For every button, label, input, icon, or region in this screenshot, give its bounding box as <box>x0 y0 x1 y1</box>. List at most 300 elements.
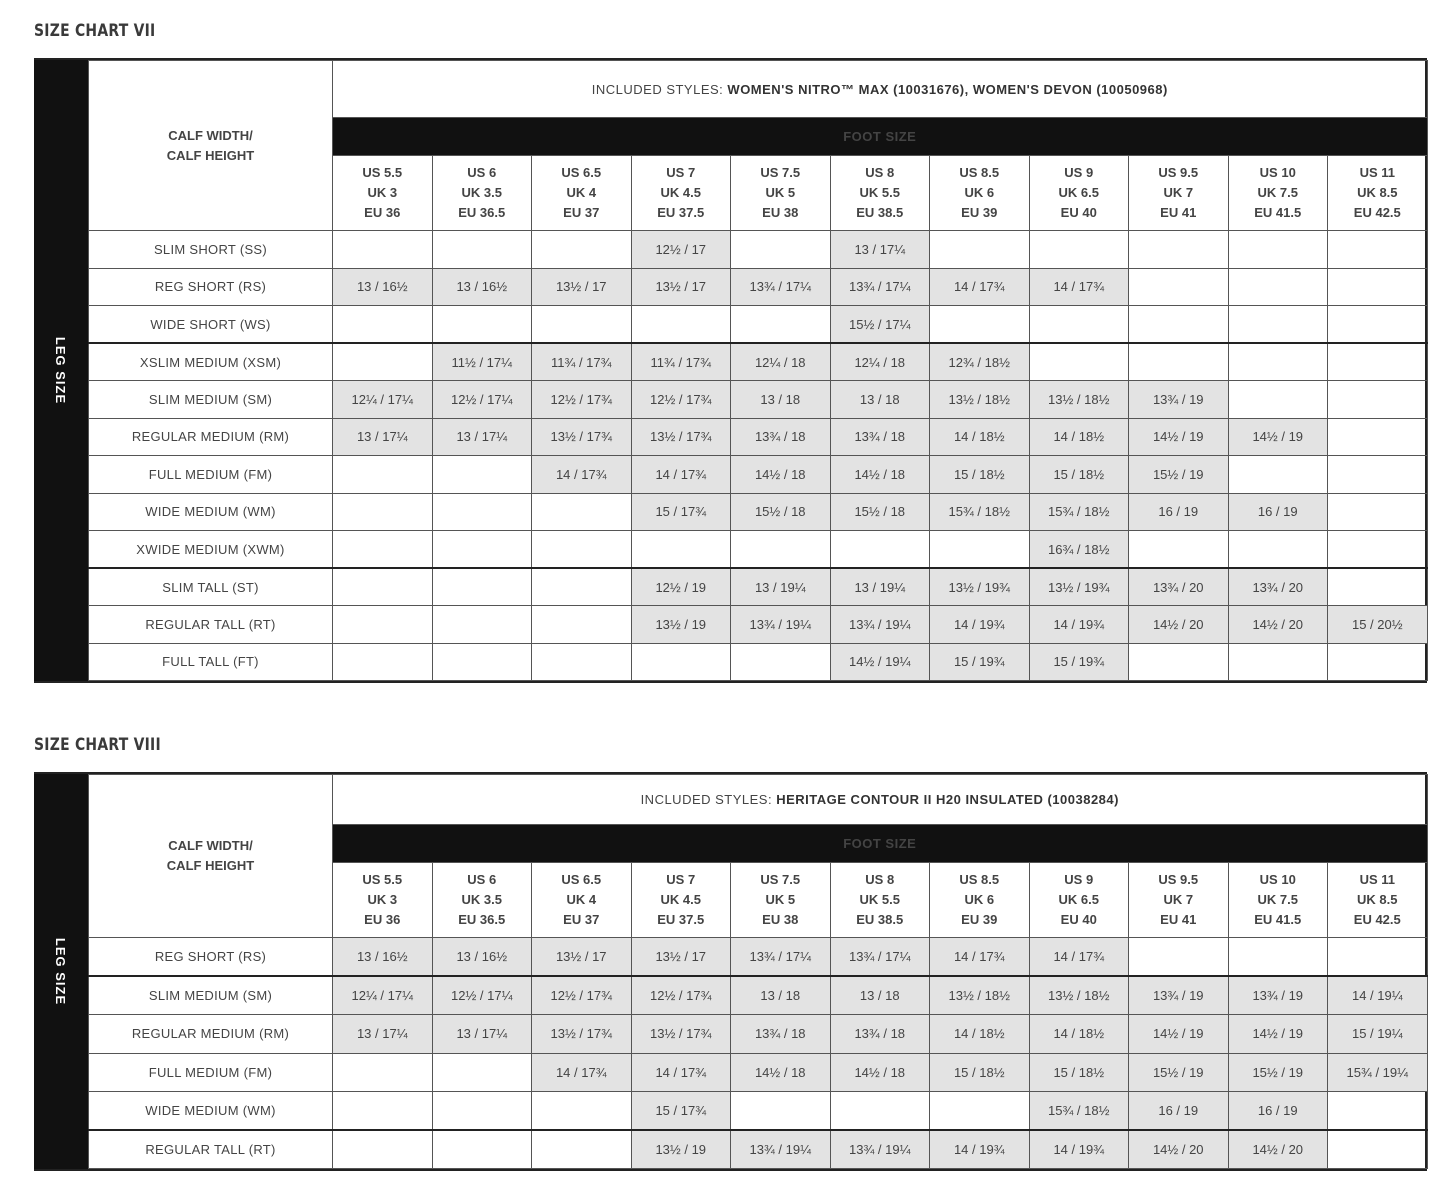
empty-cell <box>830 531 930 569</box>
size-cell: 12½ / 17¾ <box>532 976 632 1015</box>
size-cell: 16 / 19 <box>1228 1092 1328 1131</box>
size-cell: 15 / 18½ <box>930 1053 1030 1092</box>
empty-cell <box>631 531 731 569</box>
empty-cell <box>1328 531 1428 569</box>
size-cell: 13¾ / 20 <box>1129 568 1229 606</box>
leg-size-label: WIDE MEDIUM (WM) <box>89 493 333 531</box>
size-line: EU 41 <box>1160 205 1197 220</box>
empty-cell <box>1328 1092 1428 1131</box>
empty-cell <box>1228 938 1328 977</box>
size-column-header <box>333 156 433 231</box>
size-line: EU 39 <box>961 912 998 927</box>
empty-cell <box>1328 456 1428 494</box>
empty-cell <box>1328 1130 1428 1169</box>
leg-size-label: XWIDE MEDIUM (XWM) <box>89 531 333 569</box>
size-line: US 11 <box>1359 165 1395 180</box>
size-cell: 14 / 18½ <box>930 418 1030 456</box>
size-cell: 12½ / 17¾ <box>532 381 632 419</box>
size-cell: 13 / 18 <box>731 381 831 419</box>
styles-header-row <box>89 61 1428 118</box>
empty-cell <box>333 493 433 531</box>
calf-width-height-header <box>89 775 333 938</box>
empty-cell <box>1328 418 1428 456</box>
size-column-header <box>333 863 433 938</box>
size-cell: 15 / 19¼ <box>1328 1015 1428 1054</box>
size-cell: 14½ / 20 <box>1129 606 1229 644</box>
empty-cell <box>432 1092 532 1131</box>
size-cell: 13¾ / 19 <box>1129 976 1229 1015</box>
calf-header-line: CALF WIDTH/ <box>168 127 253 143</box>
size-cell: 13¾ / 19 <box>1129 381 1229 419</box>
leg-size-label: FULL TALL (FT) <box>89 643 333 681</box>
leg-size-bar <box>34 60 88 681</box>
size-line: US 9 <box>1064 165 1094 180</box>
leg-size-label: REGULAR TALL (RT) <box>89 606 333 644</box>
leg-size-label: SLIM MEDIUM (SM) <box>89 381 333 419</box>
size-cell: 13 / 17¼ <box>333 418 433 456</box>
size-line: UK 4.5 <box>660 185 701 200</box>
size-cell: 13 / 16½ <box>333 268 433 306</box>
size-line: EU 41.5 <box>1254 205 1302 220</box>
included-styles-names: WOMEN'S NITRO™ MAX (10031676), WOMEN'S DEVON (10050968) <box>727 81 1168 97</box>
size-column-header <box>731 156 831 231</box>
size-cell: 14 / 17¾ <box>1029 268 1129 306</box>
size-cell: 12½ / 17¼ <box>432 976 532 1015</box>
size-cell: 15¾ / 18½ <box>930 493 1030 531</box>
size-column-header <box>1228 156 1328 231</box>
foot-size-header: FOOT SIZE <box>333 118 1428 156</box>
empty-cell <box>1328 938 1428 977</box>
size-line: UK 6 <box>964 892 995 907</box>
empty-cell <box>1029 306 1129 344</box>
chart-title: SIZE CHART VIII <box>34 735 161 755</box>
size-cell: 13¾ / 17¼ <box>731 268 831 306</box>
size-cell: 13 / 19¼ <box>731 568 831 606</box>
size-line: EU 37 <box>563 205 600 220</box>
empty-cell <box>1228 231 1328 269</box>
table-row <box>89 493 1428 531</box>
size-cell: 13 / 17¼ <box>432 418 532 456</box>
empty-cell <box>1228 531 1328 569</box>
foot-size-header: FOOT SIZE <box>333 825 1428 863</box>
size-line: US 6.5 <box>561 165 602 180</box>
size-line: EU 36.5 <box>458 205 506 220</box>
size-line: US 5.5 <box>362 872 403 887</box>
empty-cell <box>532 606 632 644</box>
leg-size-label: REGULAR MEDIUM (RM) <box>89 1015 333 1054</box>
size-cell: 12¼ / 18 <box>830 343 930 381</box>
size-line: EU 38.5 <box>856 205 904 220</box>
empty-cell <box>532 306 632 344</box>
leg-size-label: SLIM TALL (ST) <box>89 568 333 606</box>
empty-cell <box>432 493 532 531</box>
size-cell: 14 / 19¾ <box>1029 1130 1129 1169</box>
leg-size-label: FULL MEDIUM (FM) <box>89 1053 333 1092</box>
size-cell: 14 / 19¾ <box>1029 606 1129 644</box>
empty-cell <box>1129 231 1229 269</box>
table-row <box>89 306 1428 344</box>
table-row <box>89 976 1428 1015</box>
size-cell: 13½ / 19¾ <box>930 568 1030 606</box>
empty-cell <box>1328 643 1428 681</box>
size-line: EU 38.5 <box>856 912 904 927</box>
leg-size-label: LEG SIZE <box>53 336 69 405</box>
size-cell: 16 / 19 <box>1129 1092 1229 1131</box>
size-cell: 15½ / 17¼ <box>830 306 930 344</box>
size-cell: 14 / 17¾ <box>930 268 1030 306</box>
size-cell: 13½ / 19 <box>631 1130 731 1169</box>
empty-cell <box>532 231 632 269</box>
size-cell: 14½ / 20 <box>1228 1130 1328 1169</box>
size-cell: 12¾ / 18½ <box>930 343 1030 381</box>
size-cell: 13¾ / 18 <box>830 1015 930 1054</box>
size-cell: 14 / 19¾ <box>930 1130 1030 1169</box>
size-cell: 11¾ / 17¾ <box>532 343 632 381</box>
size-cell: 15¾ / 19¼ <box>1328 1053 1428 1092</box>
size-cell: 13 / 19¼ <box>830 568 930 606</box>
included-styles <box>333 61 1428 118</box>
size-line: UK 3.5 <box>461 892 502 907</box>
size-cell: 13¾ / 17¼ <box>830 938 930 977</box>
size-cell: 14½ / 19 <box>1129 1015 1229 1054</box>
size-line: UK 5 <box>765 185 796 200</box>
size-cell: 11½ / 17¼ <box>432 343 532 381</box>
table-row <box>89 1053 1428 1092</box>
size-column-header <box>432 156 532 231</box>
size-line: EU 37.5 <box>657 205 705 220</box>
size-cell: 14 / 18½ <box>1029 1015 1129 1054</box>
size-line: EU 36.5 <box>458 912 506 927</box>
empty-cell <box>731 531 831 569</box>
size-cell: 14 / 18½ <box>1029 418 1129 456</box>
chart-frame <box>34 772 1427 1171</box>
empty-cell <box>333 531 433 569</box>
size-cell: 15½ / 19 <box>1129 456 1229 494</box>
size-cell: 13¾ / 20 <box>1228 568 1328 606</box>
size-cell: 13¾ / 19¼ <box>830 1130 930 1169</box>
empty-cell <box>1328 493 1428 531</box>
size-cell: 15 / 18½ <box>930 456 1030 494</box>
empty-cell <box>930 231 1030 269</box>
empty-cell <box>532 643 632 681</box>
size-cell: 13 / 16½ <box>333 938 433 977</box>
size-cell: 13½ / 17 <box>631 938 731 977</box>
leg-size-label: REGULAR MEDIUM (RM) <box>89 418 333 456</box>
size-line: US 11 <box>1359 872 1395 887</box>
empty-cell <box>1029 343 1129 381</box>
empty-cell <box>731 231 831 269</box>
size-column-header <box>1129 156 1229 231</box>
styles-header-row <box>89 775 1428 825</box>
size-cell: 14½ / 18 <box>830 456 930 494</box>
size-line: EU 38 <box>762 912 799 927</box>
size-cell: 13 / 17¼ <box>333 1015 433 1054</box>
empty-cell <box>731 306 831 344</box>
size-line: EU 40 <box>1060 205 1097 220</box>
size-line: EU 41 <box>1160 912 1197 927</box>
size-cell: 13¾ / 18 <box>731 1015 831 1054</box>
size-cell: 14 / 17¾ <box>930 938 1030 977</box>
empty-cell <box>731 1092 831 1131</box>
size-column-header <box>830 156 930 231</box>
empty-cell <box>930 1092 1030 1131</box>
calf-width-height-header <box>89 61 333 231</box>
size-cell: 15 / 18½ <box>1029 1053 1129 1092</box>
size-table <box>88 60 1428 681</box>
size-line: US 10 <box>1259 165 1296 180</box>
table-row <box>89 1015 1428 1054</box>
size-cell: 13½ / 17¾ <box>532 1015 632 1054</box>
empty-cell <box>333 1053 433 1092</box>
size-cell: 13 / 17¼ <box>432 1015 532 1054</box>
size-cell: 14½ / 19 <box>1129 418 1229 456</box>
size-cell: 15 / 18½ <box>1029 456 1129 494</box>
size-cell: 13½ / 17¾ <box>631 418 731 456</box>
size-cell: 13¾ / 17¼ <box>731 938 831 977</box>
empty-cell <box>1328 343 1428 381</box>
empty-cell <box>333 306 433 344</box>
size-cell: 12½ / 17¼ <box>432 381 532 419</box>
leg-size-label: SLIM SHORT (SS) <box>89 231 333 269</box>
size-cell: 15 / 19¾ <box>930 643 1030 681</box>
size-cell: 12¼ / 17¼ <box>333 381 433 419</box>
leg-size-label: REG SHORT (RS) <box>89 938 333 977</box>
chart-frame <box>34 58 1427 683</box>
size-line: UK 6.5 <box>1058 892 1099 907</box>
calf-header-line: CALF HEIGHT <box>166 858 255 873</box>
empty-cell <box>1228 381 1328 419</box>
empty-cell <box>930 531 1030 569</box>
size-line: US 9 <box>1064 872 1094 887</box>
size-line: EU 41.5 <box>1254 912 1302 927</box>
size-cell: 12½ / 19 <box>631 568 731 606</box>
size-cell: 13¾ / 17¼ <box>830 268 930 306</box>
size-cell: 13½ / 17¾ <box>631 1015 731 1054</box>
size-cell: 14 / 19¼ <box>1328 976 1428 1015</box>
empty-cell <box>1328 568 1428 606</box>
size-line: US 9.5 <box>1158 872 1199 887</box>
size-column-header <box>930 863 1030 938</box>
table-row <box>89 1092 1428 1131</box>
size-line: UK 6.5 <box>1058 185 1099 200</box>
size-cell: 14 / 17¾ <box>1029 938 1129 977</box>
size-line: EU 37.5 <box>657 912 705 927</box>
size-cell: 15¾ / 18½ <box>1029 493 1129 531</box>
empty-cell <box>1328 306 1428 344</box>
size-cell: 13 / 18 <box>830 976 930 1015</box>
size-cell: 13 / 18 <box>731 976 831 1015</box>
size-line: US 8.5 <box>959 872 1000 887</box>
empty-cell <box>432 568 532 606</box>
size-cell: 15 / 19¾ <box>1029 643 1129 681</box>
size-line: UK 7 <box>1163 185 1194 200</box>
size-cell: 13½ / 18½ <box>930 976 1030 1015</box>
size-line: US 7 <box>666 165 696 180</box>
empty-cell <box>333 606 433 644</box>
size-cell: 16¾ / 18½ <box>1029 531 1129 569</box>
empty-cell <box>532 493 632 531</box>
size-cell: 13¾ / 19¼ <box>830 606 930 644</box>
included-styles <box>333 775 1428 825</box>
empty-cell <box>333 643 433 681</box>
size-line: US 9.5 <box>1158 165 1199 180</box>
size-column-header <box>432 863 532 938</box>
table-row <box>89 418 1428 456</box>
size-cell: 14 / 17¾ <box>631 1053 731 1092</box>
empty-cell <box>1129 643 1229 681</box>
size-cell: 14 / 17¾ <box>532 456 632 494</box>
size-line: EU 36 <box>364 205 401 220</box>
size-cell: 16 / 19 <box>1228 493 1328 531</box>
leg-size-label: FULL MEDIUM (FM) <box>89 456 333 494</box>
empty-cell <box>1328 381 1428 419</box>
size-column-header <box>532 863 632 938</box>
size-cell: 15½ / 19 <box>1228 1053 1328 1092</box>
empty-cell <box>631 306 731 344</box>
size-cell: 13½ / 17 <box>631 268 731 306</box>
size-cell: 13 / 18 <box>830 381 930 419</box>
size-column-header <box>1328 863 1428 938</box>
leg-size-label: SLIM MEDIUM (SM) <box>89 976 333 1015</box>
included-styles-prefix: INCLUDED STYLES: <box>640 792 773 807</box>
empty-cell <box>532 1130 632 1169</box>
size-table <box>88 774 1428 1169</box>
size-cell: 13¾ / 18 <box>731 418 831 456</box>
size-cell: 13 / 17¼ <box>830 231 930 269</box>
table-row <box>89 531 1428 569</box>
size-line: EU 42.5 <box>1353 205 1401 220</box>
empty-cell <box>1228 643 1328 681</box>
size-line: EU 36 <box>364 912 401 927</box>
size-cell: 11¾ / 17¾ <box>631 343 731 381</box>
empty-cell <box>631 643 731 681</box>
size-cell: 15½ / 18 <box>830 493 930 531</box>
size-chart-vii <box>34 18 1427 683</box>
empty-cell <box>333 568 433 606</box>
size-cell: 14 / 19¾ <box>930 606 1030 644</box>
calf-header-line: CALF WIDTH/ <box>168 838 253 853</box>
empty-cell <box>1328 268 1428 306</box>
size-line: UK 5.5 <box>859 185 900 200</box>
empty-cell <box>532 568 632 606</box>
empty-cell <box>333 1130 433 1169</box>
size-line: UK 3.5 <box>461 185 502 200</box>
size-cell: 13¾ / 18 <box>830 418 930 456</box>
empty-cell <box>930 306 1030 344</box>
size-chart-viii <box>34 732 1427 1171</box>
empty-cell <box>1129 343 1229 381</box>
size-line: UK 4 <box>566 185 597 200</box>
leg-size-bar <box>34 774 88 1169</box>
size-cell: 13¾ / 19¼ <box>731 606 831 644</box>
size-column-header <box>830 863 930 938</box>
size-cell: 13½ / 19¾ <box>1029 568 1129 606</box>
size-cell: 14½ / 19¼ <box>830 643 930 681</box>
size-cell: 13 / 16½ <box>432 938 532 977</box>
table-row <box>89 456 1428 494</box>
empty-cell <box>1228 456 1328 494</box>
empty-cell <box>731 643 831 681</box>
size-cell: 14½ / 18 <box>731 456 831 494</box>
size-column-header <box>532 156 632 231</box>
table-row <box>89 1130 1428 1169</box>
size-column-header <box>1228 863 1328 938</box>
size-line: US 8.5 <box>959 165 1000 180</box>
size-line: EU 42.5 <box>1353 912 1401 927</box>
size-cell: 13½ / 17 <box>532 268 632 306</box>
empty-cell <box>1228 268 1328 306</box>
size-line: US 6 <box>467 872 497 887</box>
size-column-header <box>1129 863 1229 938</box>
empty-cell <box>1129 938 1229 977</box>
size-cell: 13¾ / 19 <box>1228 976 1328 1015</box>
size-line: UK 5.5 <box>859 892 900 907</box>
included-styles-prefix: INCLUDED STYLES: <box>591 81 724 97</box>
size-line: UK 7.5 <box>1257 892 1298 907</box>
size-cell: 13½ / 19 <box>631 606 731 644</box>
leg-size-label: WIDE SHORT (WS) <box>89 306 333 344</box>
empty-cell <box>1228 343 1328 381</box>
size-cell: 14½ / 19 <box>1228 1015 1328 1054</box>
size-cell: 12½ / 17¾ <box>631 381 731 419</box>
empty-cell <box>432 643 532 681</box>
size-column-header <box>930 156 1030 231</box>
leg-size-label: REGULAR TALL (RT) <box>89 1130 333 1169</box>
size-cell: 14½ / 18 <box>830 1053 930 1092</box>
size-line: US 8 <box>865 872 895 887</box>
leg-size-label: XSLIM MEDIUM (XSM) <box>89 343 333 381</box>
size-line: UK 8.5 <box>1357 185 1398 200</box>
leg-size-label: REG SHORT (RS) <box>89 268 333 306</box>
empty-cell <box>432 231 532 269</box>
size-cell: 14 / 18½ <box>930 1015 1030 1054</box>
table-row <box>89 568 1428 606</box>
size-line: UK 5 <box>765 892 796 907</box>
size-cell: 15 / 17¾ <box>631 1092 731 1131</box>
size-line: EU 37 <box>563 912 600 927</box>
size-column-header <box>1328 156 1428 231</box>
size-column-header <box>631 156 731 231</box>
size-cell: 14½ / 19 <box>1228 418 1328 456</box>
size-line: UK 6 <box>964 185 995 200</box>
size-cell: 16 / 19 <box>1129 493 1229 531</box>
size-line: US 8 <box>865 165 895 180</box>
table-row <box>89 268 1428 306</box>
empty-cell <box>1129 531 1229 569</box>
included-styles-names: HERITAGE CONTOUR II H20 INSULATED (10038284) <box>776 792 1119 807</box>
table-row <box>89 938 1428 977</box>
size-line: US 7.5 <box>760 165 801 180</box>
size-line: EU 39 <box>961 205 998 220</box>
empty-cell <box>333 231 433 269</box>
size-cell: 13½ / 18½ <box>1029 976 1129 1015</box>
empty-cell <box>432 1053 532 1092</box>
size-line: UK 4.5 <box>660 892 701 907</box>
empty-cell <box>333 456 433 494</box>
size-line: EU 40 <box>1060 912 1097 927</box>
table-row <box>89 643 1428 681</box>
size-cell: 13½ / 18½ <box>1029 381 1129 419</box>
size-line: US 7.5 <box>760 872 801 887</box>
size-column-header <box>631 863 731 938</box>
empty-cell <box>432 306 532 344</box>
empty-cell <box>333 343 433 381</box>
size-cell: 13½ / 17¾ <box>532 418 632 456</box>
table-row <box>89 606 1428 644</box>
table-row <box>89 231 1428 269</box>
size-line: US 7 <box>666 872 696 887</box>
size-line: UK 4 <box>566 892 597 907</box>
